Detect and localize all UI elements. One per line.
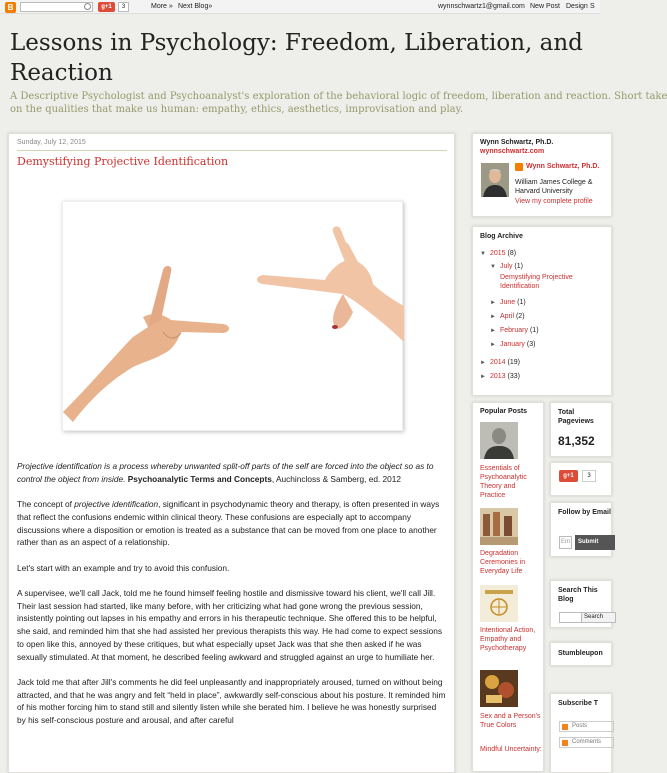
subscribe-comments-label: Comments — [572, 739, 602, 745]
more-menu[interactable]: More » — [151, 3, 173, 10]
popular-post-thumbnail[interactable] — [480, 670, 518, 707]
post-body — [17, 460, 447, 739]
follow-by-email-widget — [550, 502, 612, 557]
popular-posts-widget — [472, 402, 544, 772]
blogger-logo-icon[interactable]: B — [5, 2, 16, 13]
popular-posts-title: Popular Posts — [480, 408, 528, 415]
triangle-right-icon[interactable]: ► — [490, 300, 496, 306]
archive-month-july[interactable] — [490, 262, 523, 272]
archive-title: Blog Archive — [480, 233, 523, 240]
popular-post-thumbnail[interactable] — [480, 422, 518, 459]
triangle-right-icon[interactable]: ► — [480, 360, 486, 366]
archive-count: (3) — [526, 341, 536, 348]
popular-post-link[interactable]: Mindful Uncertainty: — [480, 746, 542, 753]
view-profile-link[interactable]: View my complete profile — [515, 198, 593, 205]
search-blog-widget — [550, 580, 612, 628]
follow-title: Follow by Email — [558, 509, 611, 516]
archive-count: (33) — [507, 373, 520, 380]
archive-month-label[interactable]: February — [500, 327, 529, 334]
pageviews-widget — [550, 402, 612, 457]
stumbleupon-widget — [550, 642, 612, 666]
popular-post-link[interactable]: Intentional Action, Empathy and Psychotherapy — [480, 627, 536, 652]
diagram-thumbnail — [480, 585, 518, 622]
pageviews-count: 81,352 — [558, 434, 595, 448]
rss-feed-icon — [562, 740, 568, 746]
left-hand-icon — [63, 314, 229, 422]
archive-year-2013[interactable] — [480, 372, 520, 382]
archive-month-label[interactable]: June — [500, 299, 516, 306]
triangle-down-icon[interactable]: ▼ — [480, 251, 486, 257]
archive-count: (1) — [514, 263, 523, 270]
archive-year-2015[interactable] — [480, 249, 516, 259]
triangle-right-icon[interactable]: ► — [490, 314, 496, 320]
popular-post-link[interactable]: Essentials of Psychoanalytic Theory and Practice — [480, 465, 527, 499]
popular-post-thumbnail[interactable] — [480, 585, 518, 622]
subscribe-posts[interactable] — [559, 721, 614, 732]
archive-month-june[interactable] — [490, 298, 526, 308]
right-hand-icon — [257, 242, 404, 342]
gplus-widget — [550, 462, 612, 496]
archive-count: (19) — [507, 359, 520, 366]
blog-description-line1: A Descriptive Psychologist and Psychoanalyst's exploration of the behavioral logic of freedom, liberation and reaction. Short take — [10, 91, 667, 102]
paragraph-italic: projective identification — [74, 499, 159, 510]
sign-out-link[interactable]: S — [590, 3, 595, 10]
gplus-button[interactable]: g+1 — [98, 2, 115, 12]
search-title: Search This Blog — [558, 587, 598, 603]
blogger-navbar — [0, 0, 600, 14]
profile-photo[interactable] — [481, 163, 509, 197]
subscribe-comments[interactable] — [559, 737, 614, 748]
date-divider — [17, 150, 447, 151]
archive-post-link[interactable]: Demystifying Projective Identification — [500, 274, 573, 290]
blog-description-line2: on the qualities that make us human: empathy, ethics, aesthetics, improvisation and play. — [10, 104, 464, 115]
blog-title[interactable]: Lessons in Psychology: Freedom, Liberation, and Reaction — [10, 30, 583, 86]
epigraph-citation: , Auchincloss & Samberg, ed. 2012 — [271, 473, 401, 484]
archive-month-april[interactable] — [490, 312, 525, 322]
design-link[interactable]: Design — [566, 3, 588, 10]
paragraph-text: , significant in psychodynamic theory and therapy, is often presented in ways that reflect the confusions endemic within clinical theory. These confusions are especially apt to accompany discussions where a disposition or emotion is treated as a substance that can be moved from one place to another rather than as an aspect of a relationship. — [17, 499, 440, 548]
navbar-search-input[interactable] — [20, 2, 93, 12]
epigraph-quote: Projective identification is a process whereby unwanted split-off parts of the self are forced into the object so as to control the object from inside. — [17, 461, 434, 484]
blog-archive-widget — [472, 226, 612, 396]
blog-description — [10, 90, 667, 116]
new-post-link[interactable]: New Post — [530, 3, 560, 10]
triangle-right-icon[interactable]: ► — [490, 328, 496, 334]
gplus-button[interactable]: g+1 — [559, 470, 578, 482]
blogger-icon — [515, 163, 523, 171]
submit-button[interactable]: Submit — [575, 535, 615, 550]
paragraph: Let's start with an example and try to avoid this confusion. — [17, 562, 230, 573]
archive-month-label[interactable]: January — [500, 341, 525, 348]
colorful-thumbnail — [480, 670, 518, 707]
archive-month-label[interactable]: July — [500, 263, 513, 270]
profile-name: Wynn Schwartz, Ph.D. — [480, 139, 554, 146]
gplus-count: 3 — [582, 470, 596, 482]
paragraph-text: The concept of — [17, 499, 75, 510]
pageviews-title: Total Pageviews — [558, 409, 594, 425]
search-button[interactable]: Search — [581, 612, 616, 623]
popular-post-link[interactable]: Sex and a Person's True Colors — [480, 713, 541, 729]
archive-year-label[interactable]: 2013 — [490, 373, 506, 380]
post-image-pointing-hands[interactable] — [62, 201, 403, 431]
popular-post-link[interactable]: Degradation Ceremonies in Everyday Life — [480, 550, 526, 575]
post-panel — [8, 133, 455, 773]
post-date: Sunday, July 12, 2015 — [17, 139, 86, 146]
archive-month-january[interactable] — [490, 340, 535, 350]
archive-year-label[interactable]: 2014 — [490, 359, 506, 366]
archive-count: (8) — [507, 250, 517, 257]
triangle-right-icon[interactable]: ► — [490, 342, 496, 348]
right-finger — [333, 294, 353, 329]
archive-count: (1) — [529, 327, 539, 334]
archive-year-2014[interactable] — [480, 358, 520, 368]
pointing-hands-illustration — [63, 202, 404, 432]
subscribe-posts-label: Posts — [572, 723, 588, 729]
paragraph — [17, 498, 447, 549]
right-thumb — [333, 226, 353, 262]
left-thumb — [148, 266, 171, 327]
gplus-count: 3 — [118, 2, 129, 12]
profile-name-link[interactable]: Wynn Schwartz, Ph.D. — [526, 163, 600, 170]
fingernail — [332, 325, 338, 329]
archive-month-label[interactable]: April — [500, 313, 515, 320]
email-input[interactable]: Em — [559, 536, 572, 549]
archive-year-label[interactable]: 2015 — [490, 250, 506, 257]
paragraph: Jack told me that after Jill's comments he did feel unpleasantly and inappropriately aroused, turned on without being attracted, and that he was angry and felt “held in place”, awkwardly self-conscious about his posture. It reminded him of his mother forcing him to stand still and silently listen while she berated him. I believe he was honestly surprised by his self-conscious posture and arousal, and after careful — [17, 676, 446, 725]
epigraph-source: Psychoanalytic Terms and Concepts — [127, 473, 272, 484]
subscribe-widget — [550, 693, 612, 773]
epigraph — [17, 460, 447, 485]
triangle-right-icon[interactable]: ► — [480, 374, 486, 380]
profile-affiliation: William James College & Harvard University — [515, 179, 593, 195]
triangle-down-icon[interactable]: ▼ — [490, 264, 496, 270]
paragraph: A supervisee, we'll call Jack, told me he found himself feeling hostile and dismissive toward his client, we'll call Jill. Their last session had started, like many before, with her criticizing what had gone wrong the previous session, insistently pointing out lapses in his empathy and errors in his therapeutic technique. She offered this to be helpful, she said, and reminded him that she had assisted her previous therapists this way. He had come to expect sessions to open like this, annoyed by these critiques, but what especially upset Jack was that she then asked if he was sexually stimulated. At that moment, he described feeling awkward and struggled against an urge to humiliate her. — [17, 587, 443, 662]
archive-count: (1) — [517, 299, 526, 306]
popular-post-thumbnail[interactable] — [480, 508, 518, 545]
subscribe-title: Subscribe T — [558, 700, 599, 707]
search-icon[interactable] — [84, 3, 91, 10]
rss-feed-icon — [562, 724, 568, 730]
stumbleupon-title: Stumbleupon — [558, 650, 603, 657]
avatar — [481, 163, 509, 197]
post-title[interactable]: Demystifying Projective Identification — [17, 155, 229, 168]
profile-site-link[interactable]: wynnschwartz.com — [480, 148, 545, 155]
archive-count: (2) — [515, 313, 525, 320]
painting-thumbnail — [480, 508, 518, 545]
portrait-thumbnail — [480, 422, 518, 459]
profile-widget — [472, 133, 612, 217]
next-blog-link[interactable]: Next Blog» — [178, 3, 213, 10]
account-email: wynnschwartz1@gmail.com — [438, 3, 525, 10]
archive-month-february[interactable] — [490, 326, 539, 336]
